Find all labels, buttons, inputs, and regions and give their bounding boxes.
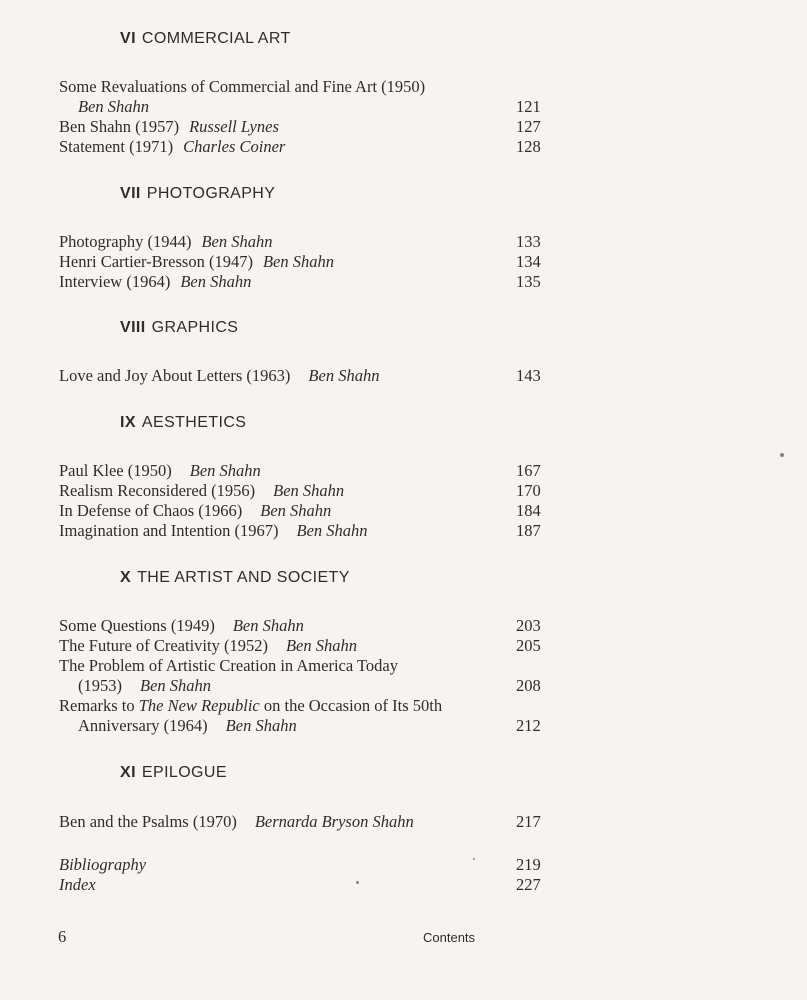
- entry-title: Imagination and Intention (1967): [59, 521, 279, 540]
- page-number: 134: [516, 252, 541, 271]
- entry-title: Some Questions (1949): [59, 616, 215, 635]
- entry-title: Love and Joy About Letters (1963): [59, 366, 291, 385]
- entry-author: Ben Shahn: [273, 481, 345, 500]
- section-heading-commercial-art: [120, 30, 291, 48]
- toc-entry: [59, 521, 368, 541]
- scan-speck: [356, 881, 359, 884]
- section-title: PHOTOGRAPHY: [146, 185, 276, 202]
- section-title: THE ARTIST AND SOCIETY: [137, 569, 350, 586]
- entry-title-suffix: on the Occasion of Its 50th: [259, 696, 443, 715]
- page-number: 143: [516, 366, 541, 385]
- toc-entry-title: [59, 696, 442, 716]
- entry-title: Some Revaluations of Commercial and Fine Art (1950): [59, 77, 426, 96]
- running-footer: Contents: [423, 930, 476, 945]
- section-heading-artist-and-society: [120, 569, 350, 587]
- section-number: VII: [120, 185, 141, 202]
- entry-author: Ben Shahn: [296, 521, 368, 540]
- entry-author: Russell Lynes: [189, 117, 279, 136]
- section-title: COMMERCIAL ART: [141, 30, 291, 47]
- entry-title: Index: [59, 875, 96, 894]
- toc-entry: [59, 636, 357, 656]
- entry-title: Ben Shahn (1957): [59, 117, 180, 136]
- section-heading-aesthetics: [120, 414, 246, 432]
- toc-entry: [59, 117, 279, 137]
- entry-author: Ben Shahn: [201, 232, 273, 251]
- page-number: 217: [516, 812, 541, 831]
- toc-entry: [78, 716, 297, 736]
- page-number: 203: [516, 616, 541, 635]
- entry-title: Henri Cartier-Bresson (1947): [59, 252, 253, 271]
- entry-author: Ben Shahn: [78, 97, 150, 116]
- page-number: 187: [516, 521, 541, 540]
- section-heading-photography: [120, 185, 275, 203]
- page-number: 205: [516, 636, 541, 655]
- toc-entry: [59, 812, 414, 832]
- folio-page-number: 6: [58, 927, 67, 946]
- entry-author: Ben Shahn: [285, 636, 357, 655]
- page-number: 219: [516, 855, 541, 874]
- page-number: 170: [516, 481, 541, 500]
- toc-entry: [59, 252, 334, 272]
- section-title: EPILOGUE: [141, 764, 227, 781]
- page-number: 212: [516, 716, 541, 735]
- entry-author: Ben Shahn: [140, 676, 212, 695]
- entry-author: Charles Coiner: [183, 137, 286, 156]
- toc-entry-title: [59, 77, 425, 97]
- scan-speck: [473, 858, 475, 860]
- entry-title: Statement (1971): [59, 137, 174, 156]
- page-number: 167: [516, 461, 541, 480]
- entry-title: The Future of Creativity (1952): [59, 636, 268, 655]
- toc-entry: [59, 137, 285, 157]
- toc-entry-bibliography: [59, 855, 146, 875]
- entry-title: Ben and the Psalms (1970): [59, 812, 237, 831]
- section-number: VIII: [120, 319, 146, 336]
- entry-publication-title: The New Republic: [138, 696, 260, 715]
- entry-author: Ben Shahn: [189, 461, 261, 480]
- page-number: 208: [516, 676, 541, 695]
- page-number: 128: [516, 137, 541, 156]
- page-number: 127: [516, 117, 541, 136]
- page-number: 133: [516, 232, 541, 251]
- entry-title: (1953): [78, 676, 122, 695]
- entry-title: Bibliography: [59, 855, 147, 874]
- entry-title: Paul Klee (1950): [59, 461, 172, 480]
- entry-author: Ben Shahn: [262, 252, 334, 271]
- entry-author: Ben Shahn: [180, 272, 252, 291]
- toc-entry: [59, 501, 331, 521]
- entry-title: Realism Reconsidered (1956): [59, 481, 256, 500]
- entry-author: Bernarda Bryson Shahn: [254, 812, 414, 831]
- toc-entry: [59, 461, 261, 481]
- page-number: 121: [516, 97, 541, 116]
- page-number: 184: [516, 501, 541, 520]
- toc-entry: [59, 616, 304, 636]
- entry-title-prefix: Remarks to: [59, 696, 139, 715]
- entry-title: Photography (1944): [59, 232, 192, 251]
- toc-entry: [78, 676, 211, 696]
- toc-entry: [59, 272, 251, 292]
- section-number: IX: [120, 414, 136, 431]
- section-title: AESTHETICS: [141, 414, 247, 431]
- entry-author: Ben Shahn: [260, 501, 332, 520]
- section-title: GRAPHICS: [151, 319, 239, 336]
- toc-entry: [59, 481, 344, 501]
- toc-entry: [59, 232, 272, 252]
- section-heading-graphics: [120, 319, 238, 337]
- entry-author: Ben Shahn: [225, 716, 297, 735]
- section-number: X: [120, 569, 132, 586]
- entry-author: Ben Shahn: [232, 616, 304, 635]
- page-number: 227: [516, 875, 541, 894]
- section-number: XI: [120, 764, 136, 781]
- entry-title: Interview (1964): [59, 272, 171, 291]
- section-heading-epilogue: [120, 764, 227, 782]
- entry-title: In Defense of Chaos (1966): [59, 501, 243, 520]
- scan-speck: [780, 453, 784, 457]
- entry-title: Anniversary (1964): [78, 716, 208, 735]
- entry-title: The Problem of Artistic Creation in America Today: [59, 656, 399, 675]
- toc-entry: [59, 366, 379, 386]
- section-number: VI: [120, 30, 136, 47]
- toc-entry-author-line: [78, 97, 149, 117]
- page-number: 135: [516, 272, 541, 291]
- entry-author: Ben Shahn: [308, 366, 380, 385]
- toc-entry-index: [59, 875, 96, 895]
- toc-entry-title: [59, 656, 398, 676]
